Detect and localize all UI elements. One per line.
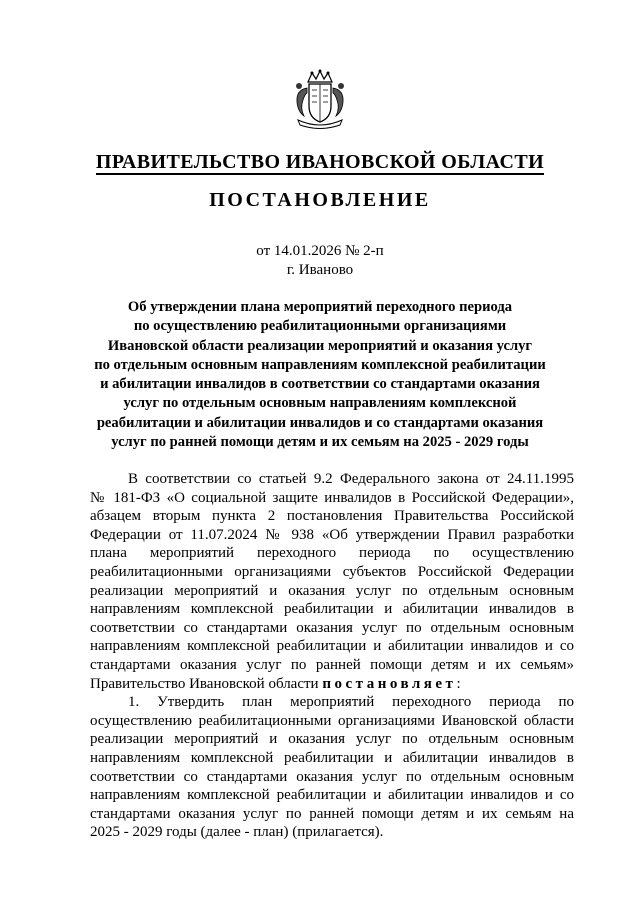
body-line: реализации мероприятий и оказания услуг по отдельным основным [90, 731, 574, 748]
body-line: реабилитационными организациями субъектов Российской Федерации [90, 563, 574, 580]
item-1-paragraph [90, 693, 574, 842]
body-line: 1. Утвердить план мероприятий переходного периода по [128, 694, 574, 711]
subject-line: Об утверждении плана мероприятий переходного периода [127, 299, 513, 315]
body-line: направлениям комплексной реабилитации и абилитации инвалидов в [90, 749, 574, 766]
body-line: В соответствии со статьей 9.2 Федерального закона от 24.11.1995 [128, 471, 574, 487]
document-subject [84, 298, 556, 452]
body-line: 2025 - 2029 годы (далее - план) (прилагается). [90, 824, 384, 841]
body-line: направлениям комплексной реабилитации и абилитации инвалидов и со [90, 638, 574, 655]
body-line: плана мероприятий переходного периода по осуществлению [90, 545, 574, 562]
subject-line: услуг по отдельным основным направлениям комплексной [123, 395, 517, 412]
body-line: абзацем вторым пункта 2 постановления Правительства Российской [90, 508, 574, 525]
body-line: № 181-ФЗ «О социальной защите инвалидов в Российской Федерации», [90, 489, 574, 506]
document-body [90, 470, 574, 842]
subject-line: услуг по ранней помощи детям и их семьям на 2025 - 2029 годы [111, 434, 529, 451]
preamble-paragraph [90, 470, 574, 693]
body-line: соответствии со стандартами оказания услуг по отдельным основным [90, 619, 574, 636]
preamble-final-suffix: : [456, 675, 461, 692]
body-line: направлениям комплексной реабилитации и абилитации инвалидов в [90, 601, 574, 618]
city: г. Иваново [286, 262, 354, 278]
document-type: ПОСТАНОВЛЕНИЕ [209, 189, 431, 211]
subject-line: по отдельным основным направлениям комплексной реабилитации [94, 356, 546, 373]
body-line: направлениям комплексной реабилитации и абилитации инвалидов и со [90, 787, 574, 804]
resolves-word: постановляет [322, 675, 457, 692]
coat-of-arms-emblem [290, 68, 350, 130]
body-line: реализации мероприятий и оказания услуг по отдельным основным [90, 582, 574, 599]
body-line: стандартами оказания услуг по ранней помощи детям и их семьям на [90, 805, 574, 822]
body-line-final [90, 675, 574, 694]
subject-line: и абилитации инвалидов в соответствии со стандартами оказания [100, 376, 540, 393]
subject-line: реабилитации и абилитации инвалидов и со стандартами оказания [96, 414, 544, 431]
body-line: осуществлению реабилитационными организациями Ивановской области [90, 712, 574, 729]
date-number: от 14.01.2026 № 2-п [256, 243, 384, 259]
body-line: стандартами оказания услуг по ранней помощи детям и их семьям» [90, 656, 574, 673]
body-line: соответствии со стандартами оказания услуг по отдельным основным [90, 768, 574, 785]
subject-line: по осуществлению реабилитационными организациями [133, 318, 507, 335]
preamble-final-prefix: Правительство Ивановской области [90, 675, 323, 692]
body-line: Федерации от 11.07.2024 № 938 «Об утверждении Правил разработки [90, 526, 574, 543]
government-title: ПРАВИТЕЛЬСТВО ИВАНОВСКОЙ ОБЛАСТИ [95, 151, 545, 173]
subject-line: Ивановской области реализации мероприятий и оказания услуг [107, 337, 533, 354]
